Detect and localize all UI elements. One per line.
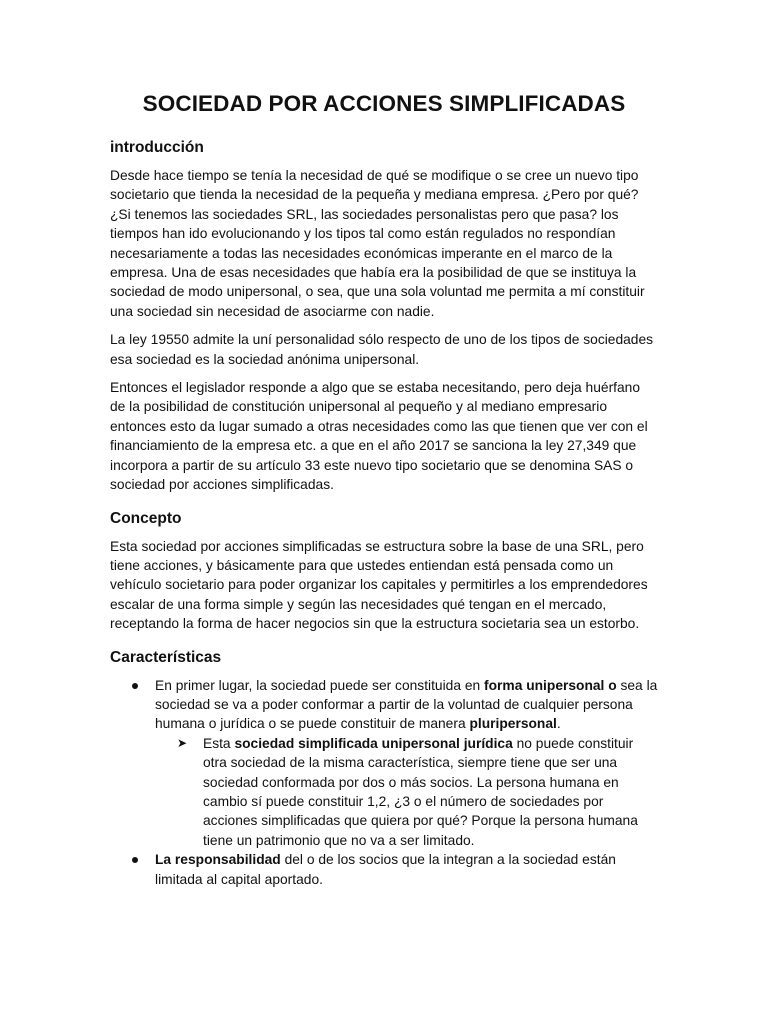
features-sublist bbox=[110, 734, 658, 850]
bullet-icon bbox=[132, 683, 138, 689]
list-item bbox=[110, 676, 658, 734]
document-title: SOCIEDAD POR ACCIONES SIMPLIFICADAS bbox=[142, 91, 626, 116]
bullet-text: . bbox=[556, 716, 561, 732]
features-heading: Características bbox=[110, 648, 222, 666]
bullet-icon bbox=[132, 857, 138, 863]
bullet-bold-text: La responsabilidad bbox=[155, 852, 281, 868]
list-item bbox=[110, 850, 658, 889]
intro-paragraph-3: Entonces el legislador responde a algo que se estaba necesitando, pero deja huérfano de la posibilidad de constitución unipersonal al pequeño y al mediano empresario entonces esto da lugar sumado a otras necesidades como las que tienen que ver con el financiamiento de la empresa etc. a que en el año 2017 se sanciona la ley 27,349 que incorpora a partir de su artículo 33 este nuevo tipo societario que se denomina SAS o sociedad por acciones simplificadas. bbox=[110, 380, 648, 493]
bullet-text: En primer lugar, la sociedad puede ser constituida en bbox=[155, 677, 485, 693]
bullet-bold-text: forma unipersonal o bbox=[484, 677, 617, 693]
bullet-text: del o de los socios que la integran a la sociedad están limitada al capital aportado. bbox=[155, 852, 616, 887]
intro-paragraph-1: Desde hace tiempo se tenía la necesidad de qué se modifique o se cree un nuevo tipo societario que tienda la necesidad de la pequeña y mediana empresa. ¿Pero por qué? ¿Si tenemos las sociedades SRL, las sociedades personalistas pero que pasa? los tiempos han ido evolucionando y los tipos tal como están regulados no respondían necesariamente a todas las necesidades económicas imperante en el marco de la empresa. Una de esas necesidades que había era la posibilidad de que se instituya la sociedad de modo unipersonal, o sea, que una sola voluntad me permita a mí constituir una sociedad sin necesidad de asociarme con nadie. bbox=[110, 168, 645, 319]
sub-bullet-bold-text: sociedad simplificada unipersonal jurídica bbox=[234, 735, 513, 751]
intro-heading: introducción bbox=[110, 139, 204, 156]
bullet-text: sea la sociedad se va a poder conformar a partir de la voluntad de cualquier persona humana o jurídica o se puede constituir de manera bbox=[155, 677, 658, 732]
intro-paragraph-2: La ley 19550 admite la uní personalidad sólo respecto de uno de los tipos de sociedades esa sociedad es la sociedad anónima unipersonal. bbox=[110, 332, 654, 367]
concept-paragraph: Esta sociedad por acciones simplificadas se estructura sobre la base de una SRL, pero tiene acciones, y básicamente para que ustedes entiendan está pensada como un vehículo societario para poder organizar los capitales y permitirles a los emprendedores escalar de una forma simple y según las necesidades qué tengan en el mercado, receptando la forma de hacer negocios sin que la estructura societaria sea un estorbo. bbox=[110, 538, 648, 632]
bullet-bold-text: pluripersonal bbox=[469, 716, 557, 732]
list-item bbox=[155, 734, 658, 850]
document-page bbox=[110, 86, 658, 889]
concept-heading: Concepto bbox=[110, 509, 182, 527]
sub-bullet-text: no puede constituir otra sociedad de la misma característica, siempre tiene que ser una sociedad conformada por dos o más socios. La persona humana en cambio sí puede constituir 1,2, ¿3 o el número de sociedades por acciones simplificadas que quiera por qué? Porque la persona humana tiene un patrimonio que no va a ser limitado. bbox=[203, 735, 638, 848]
features-list-continued bbox=[110, 850, 658, 889]
features-list bbox=[110, 676, 658, 734]
sub-bullet-text: Esta bbox=[203, 735, 235, 751]
arrow-bullet-icon: ➤ bbox=[177, 735, 188, 750]
